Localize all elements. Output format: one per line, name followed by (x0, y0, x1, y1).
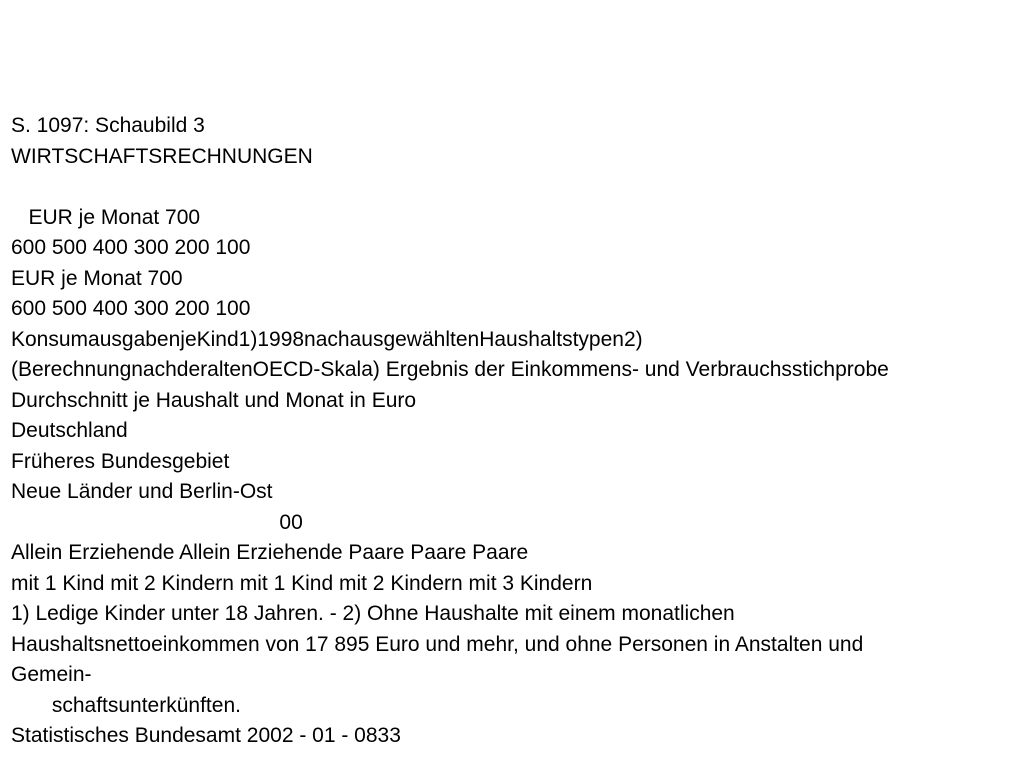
footnote: Gemein- (11, 663, 92, 686)
chart-unit-note: Durchschnitt je Haushalt und Monat in Euro (11, 388, 417, 412)
legend-item: Deutschland (11, 419, 128, 442)
section-title: WIRTSCHAFTSRECHNUNGEN (11, 144, 313, 168)
category-sublabels: mit 1 Kind mit 2 Kindern mit 1 Kind mit 2 Kindern mit 3 Kindern (11, 571, 593, 595)
legend-item: Neue Länder und Berlin-Ost (11, 480, 273, 503)
source-reference: S. 1097: Schaubild 3 (11, 114, 205, 137)
axis-label-left: EUR je Monat 700 (11, 205, 201, 229)
axis-ticks-right: 600 500 400 300 200 100 (11, 297, 251, 320)
source-credit: Statistisches Bundesamt 2002 - 01 - 0833 (11, 724, 401, 747)
axis-zero-label: 00 (11, 510, 303, 534)
footnote: schaftsunterkünften. (11, 693, 241, 717)
axis-ticks-left: 600 500 400 300 200 100 (11, 236, 251, 259)
chart-title: KonsumausgabenjeKind1)1998nachausgewähltenHaushaltstypen2) (11, 327, 643, 351)
category-labels: Allein Erziehende Allein Erziehende Paare Paare Paare (11, 541, 529, 564)
footnote: Haushaltsnettoeinkommen von 17 895 Euro und mehr, und ohne Personen in Anstalten und (11, 632, 864, 656)
footnote: 1) Ledige Kinder unter 18 Jahren. - 2) Ohne Haushalte mit einem monatlichen (11, 602, 735, 625)
blank-line (11, 172, 1016, 203)
text-block (11, 111, 1016, 752)
axis-label-right: EUR je Monat 700 (11, 266, 183, 290)
chart-subtitle: (BerechnungnachderaltenOECD-Skala) Ergebnis der Einkommens- und Verbrauchsstichprobe (11, 358, 889, 381)
legend-item: Früheres Bundesgebiet (11, 449, 230, 473)
